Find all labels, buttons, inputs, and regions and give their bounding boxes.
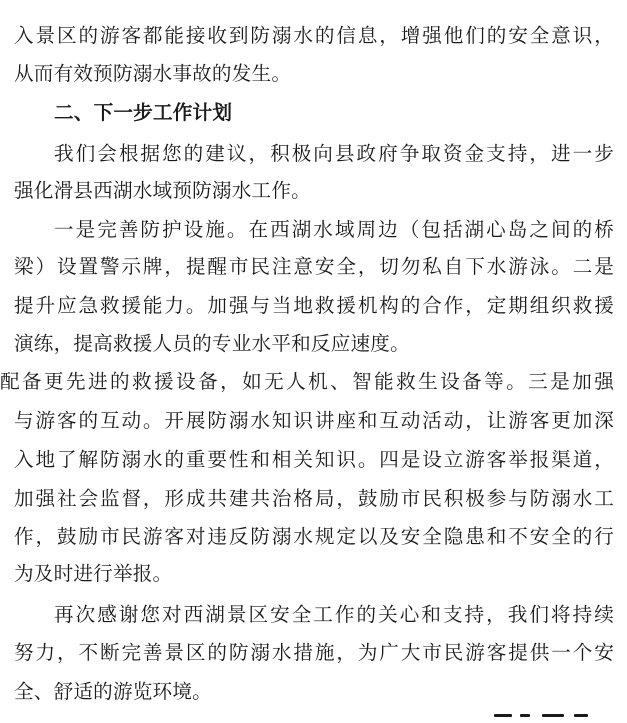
body-text-line: 一是完善防护设施。在西湖水域周边（包括湖心岛之间的桥	[54, 218, 614, 241]
body-text-line: 强化滑县西湖水域预防溺水工作。	[14, 179, 311, 202]
body-text-line: 入景区的游客都能接收到防溺水的信息，增强他们的安全意识，	[14, 24, 614, 47]
body-text-line: 从而有效预防溺水事故的发生。	[14, 62, 292, 85]
body-text-line: 入地了解防溺水的重要性和相关知识。四是设立游客举报渠道，	[14, 448, 614, 471]
cropped-next-line-fragment	[490, 714, 610, 723]
body-text-line: 配备更先进的救援设备，如无人机、智能救生设备等。三是加强	[0, 370, 614, 393]
body-text-line: 全、舒适的游览环境。	[14, 680, 212, 703]
section-heading: 二、下一步工作计划	[54, 101, 233, 124]
body-text-line: 为及时进行举报。	[14, 562, 173, 585]
body-text-line: 提升应急救援能力。加强与当地救援机构的合作，定期组织救援	[14, 294, 614, 317]
body-text-line: 梁）设置警示牌，提醒市民注意安全，切勿私自下水游泳。二是	[14, 255, 614, 278]
body-text-line: 加强社会监督，形成共建共治格局，鼓励市民积极参与防溺水工	[14, 487, 614, 510]
body-text-line: 我们会根据您的建议，积极向县政府争取资金支持，进一步	[54, 142, 614, 165]
body-text-line: 努力，不断完善景区的防溺水措施，为广大市民游客提供一个安	[14, 641, 614, 664]
body-text-line: 演练，提高救援人员的专业水平和反应速度。	[14, 332, 410, 355]
body-text-line: 作，鼓励市民游客对违反防溺水规定以及安全隐患和不安全的行	[14, 525, 614, 548]
body-text-line: 与游客的互动。开展防溺水知识讲座和互动活动，让游客更加深	[14, 409, 614, 432]
body-text-line: 再次感谢您对西湖景区安全工作的关心和支持，我们将持续	[54, 603, 614, 626]
